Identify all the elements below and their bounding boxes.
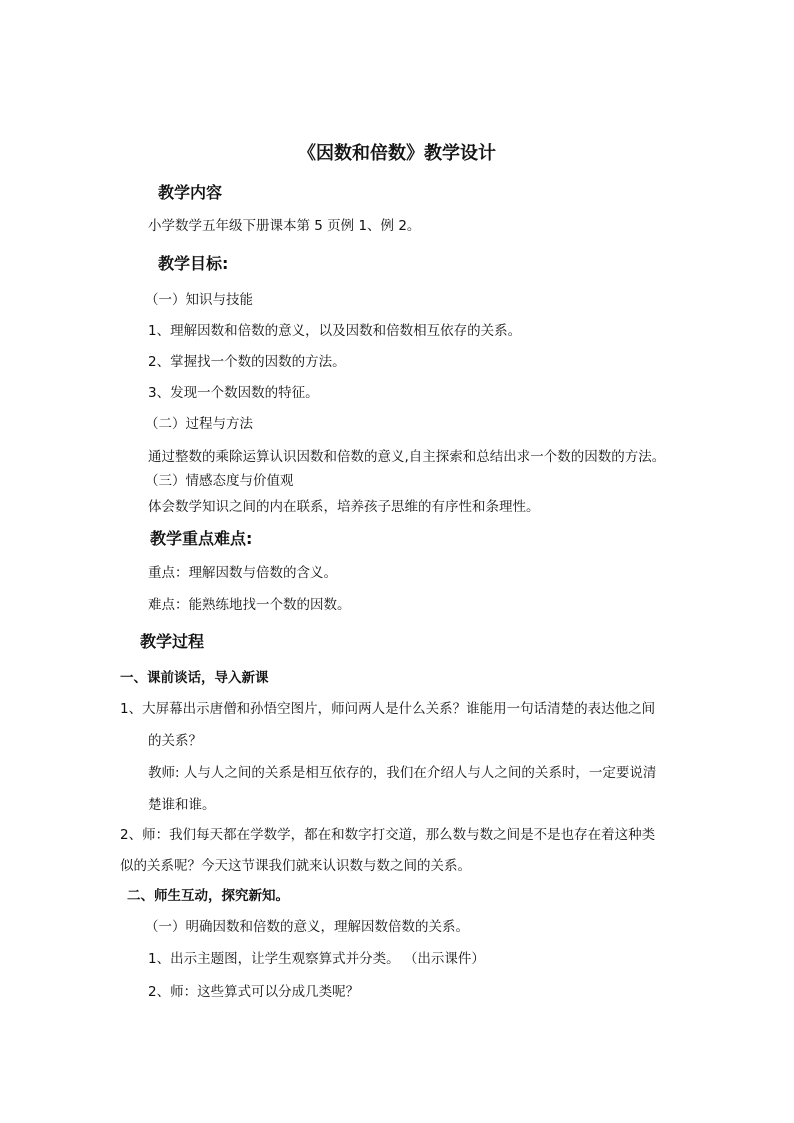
section-1-item-1-line-1: 1、大屏幕出示唐僧和孙悟空图片，师问两人是什么关系？谁能用一句话清楚的表达他之间: [120, 701, 656, 717]
focus-text: 重点：理解因数与倍数的含义。: [148, 565, 337, 581]
content-heading: 教学内容: [158, 183, 223, 202]
document-title: 《因数和倍数》教学设计: [298, 143, 496, 164]
process-heading: 教学过程: [140, 632, 205, 651]
section-1-item-2-line-1: 2、师：我们每天都在学数学，都在和数字打交道，那么数与数之间是不是也存在着这种类: [120, 827, 656, 843]
objective-item-2: 2、掌握找一个数的因数的方法。: [148, 354, 346, 370]
key-points-heading: 教学重点难点:: [150, 529, 253, 548]
content-text: 小学数学五年级下册课本第 5 页例 1、例 2。: [148, 218, 421, 234]
section-2-step-1: 1、出示主题图，让学生观察算式并分类。 （出示课件）: [148, 951, 485, 967]
objectives-heading: 教学目标:: [158, 254, 229, 273]
section-1-item-2-line-2: 似的关系呢？今天这节课我们就来认识数与数之间的关系。: [120, 858, 471, 874]
process-method-label: （二）过程与方法: [145, 416, 253, 432]
section-1-heading: 一、课前谈话，导入新课: [120, 670, 269, 686]
difficulty-text: 难点：能熟练地找一个数的因数。: [148, 597, 351, 613]
emotion-text: 体会数学知识之间的内在联系，培养孩子思维的有序性和条理性。: [148, 499, 540, 515]
process-method-text: 通过整数的乘除运算认识因数和倍数的意义,自主探索和总结出求一个数的因数的方法。: [148, 449, 666, 465]
knowledge-label: （一）知识与技能: [145, 292, 253, 308]
section-1-item-1-line-2: 的关系？: [148, 733, 202, 749]
section-2-step-2: 2、师：这些算式可以分成几类呢？: [148, 984, 360, 1000]
objective-item-1: 1、理解因数和倍数的意义，以及因数和倍数相互依存的关系。: [148, 323, 522, 339]
objective-item-3: 3、发现一个数因数的特征。: [148, 385, 319, 401]
teacher-line-1: 教师: 人与人之间的关系是相互依存的，我们在介绍人与人之间的关系时，一定要说清: [148, 765, 657, 781]
section-2-heading: 二、师生互动，探究新知。: [127, 888, 289, 904]
emotion-label: （三）情感态度与价值观: [145, 473, 294, 489]
section-2-sub-1: （一）明确因数和倍数的意义，理解因数倍数的关系。: [145, 919, 469, 935]
teacher-line-2: 楚谁和谁。: [148, 797, 216, 813]
